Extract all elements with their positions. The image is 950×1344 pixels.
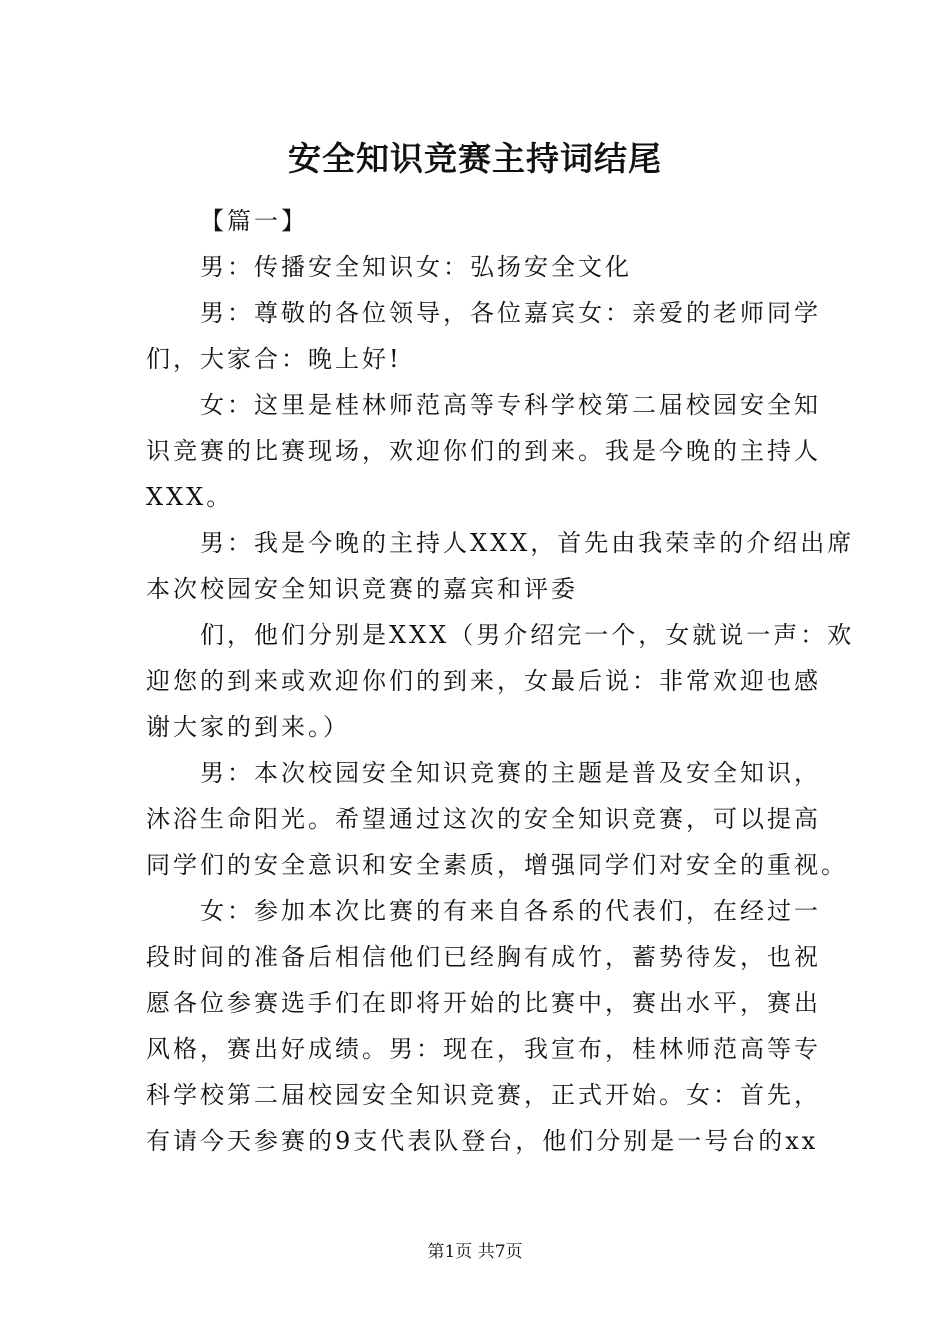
text-line: 愿各位参赛选手们在即将开始的比赛中，赛出水平，赛出 — [146, 989, 821, 1017]
text-line: 段时间的准备后相信他们已经胸有成竹，蓄势待发，也祝 — [146, 943, 821, 971]
text-line: 们，他们分别是XXX（男介绍完一个，女就说一声：欢 — [200, 621, 855, 649]
text-line: 们，大家合：晚上好! — [146, 345, 402, 373]
text-line: 本次校园安全知识竞赛的嘉宾和评委 — [146, 575, 578, 603]
paragraph — [146, 888, 821, 1164]
text-line: 谢大家的到来。） — [146, 713, 350, 741]
text-line: 风格，赛出好成绩。男：现在，我宣布，桂林师范高等专 — [146, 1035, 821, 1063]
text-line: 科学校第二届校园安全知识竞赛，正式开始。女：首先， — [146, 1081, 821, 1109]
paragraph — [146, 750, 848, 888]
text-line: 男：传播安全知识女：弘扬安全文化 — [200, 253, 632, 281]
text-line: 识竞赛的比赛现场，欢迎你们的到来。我是今晚的主持人 — [146, 437, 821, 465]
paragraph — [146, 244, 808, 290]
text-line: 男：我是今晚的主持人XXX，首先由我荣幸的介绍出席 — [200, 529, 855, 557]
document-body — [146, 198, 855, 1164]
page-title: 安全知识竞赛主持词结尾 — [288, 139, 662, 178]
text-line: 【篇一】 — [200, 207, 308, 235]
text-line: 女：参加本次比赛的有来自各系的代表们，在经过一 — [200, 897, 821, 925]
text-line: 迎您的到来或欢迎你们的到来，女最后说：非常欢迎也感 — [146, 667, 821, 695]
text-line: XXX。 — [146, 483, 234, 511]
section-label — [146, 198, 808, 244]
paragraph — [146, 612, 855, 750]
text-line: 男：尊敬的各位领导，各位嘉宾女：亲爱的老师同学 — [200, 299, 821, 327]
paragraph — [146, 520, 855, 612]
text-line: 男：本次校园安全知识竞赛的主题是普及安全知识， — [200, 759, 821, 787]
paragraph — [146, 382, 821, 520]
text-line: 沐浴生命阳光。希望通过这次的安全知识竞赛，可以提高 — [146, 805, 821, 833]
page-number-footer: 第1页 共7页 — [427, 1242, 523, 1262]
paragraph — [146, 290, 821, 382]
text-line: 同学们的安全意识和安全素质，增强同学们对安全的重视。 — [146, 851, 848, 879]
text-line: 有请今天参赛的9支代表队登台，他们分别是一号台的xx — [146, 1127, 819, 1155]
text-line: 女：这里是桂林师范高等专科学校第二届校园安全知 — [200, 391, 821, 419]
